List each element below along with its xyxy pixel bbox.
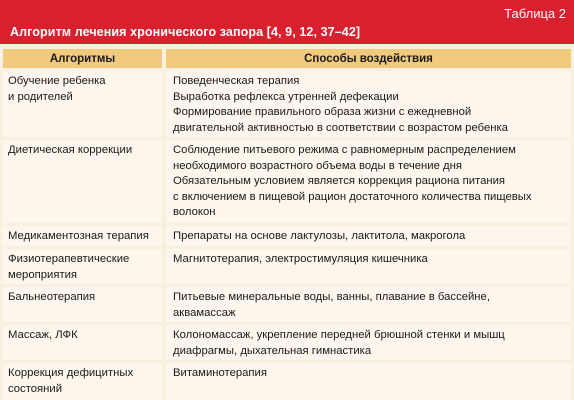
methods-cell bbox=[166, 325, 571, 360]
method-line: аквамассаж bbox=[173, 306, 236, 319]
table-row bbox=[0, 325, 574, 360]
column-header-algorithms: Алгоритмы bbox=[3, 49, 162, 68]
algorithm-line: и родителей bbox=[8, 90, 73, 103]
algorithm-cell bbox=[3, 287, 162, 322]
method-line: Колономассаж, укрепление передней брюшной стенки и мышц bbox=[173, 329, 505, 341]
algorithm-line: Коррекция дефицитных bbox=[8, 367, 134, 379]
method-line: Препараты на основе лактулозы, лактитола, макрогола bbox=[173, 230, 466, 242]
table-row bbox=[0, 363, 574, 400]
table-row bbox=[0, 71, 574, 137]
algorithm-line: мероприятия bbox=[8, 268, 78, 281]
algorithm-cell bbox=[3, 140, 162, 223]
methods-cell bbox=[166, 363, 571, 400]
algorithm-line: Диетическая коррекции bbox=[8, 144, 133, 156]
algorithm-line: Медикаментозная терапия bbox=[8, 230, 149, 242]
methods-cell bbox=[166, 140, 571, 223]
algorithm-cell bbox=[3, 226, 162, 246]
algorithm-cell bbox=[3, 325, 162, 360]
method-line: необходимого возрастного объема воды в течение дня bbox=[173, 159, 462, 172]
method-line: Формирование правильного образа жизни с ежедневной bbox=[173, 106, 472, 119]
table-number: Таблица 2 bbox=[504, 6, 566, 21]
algorithm-line: Физиотерапевтические bbox=[8, 253, 130, 265]
table-title: Алгоритм лечения хронического запора [4, 9, 12, 37–42] bbox=[10, 25, 361, 39]
table-row bbox=[0, 140, 574, 223]
algorithm-line: состояний bbox=[8, 382, 63, 395]
table-row bbox=[0, 287, 574, 322]
method-line: Поведенческая терапия bbox=[173, 75, 300, 87]
table-row bbox=[0, 249, 574, 284]
algorithm-line: Бальнеотерапия bbox=[8, 291, 96, 303]
method-line: диафрагмы, дыхательная гимнастика bbox=[173, 344, 372, 357]
methods-cell bbox=[166, 249, 571, 284]
table-header-bar bbox=[0, 0, 574, 44]
algorithm-line: Обучение ребенка bbox=[8, 75, 106, 87]
algorithm-cell bbox=[3, 249, 162, 284]
method-line: с включением в пищевой рацион достаточного количества пищевых bbox=[173, 190, 532, 203]
methods-cell bbox=[166, 226, 571, 246]
method-line: волокон bbox=[173, 206, 216, 219]
algorithm-cell bbox=[3, 363, 162, 400]
algorithm-line: Массаж, ЛФК bbox=[8, 329, 78, 341]
table-row bbox=[0, 226, 574, 246]
methods-cell bbox=[166, 287, 571, 322]
method-line: Соблюдение питьевого режима с равномерным распределением bbox=[173, 144, 516, 156]
method-line: Питьевые минеральные воды, ванны, плавание в бассейне, bbox=[173, 291, 490, 303]
methods-cell bbox=[166, 71, 571, 137]
column-header-methods: Способы воздействия bbox=[166, 49, 571, 68]
method-line: Витаминотерапия bbox=[173, 367, 267, 379]
algorithm-cell bbox=[3, 71, 162, 137]
method-line: Обязательным условием является коррекция рациона питания bbox=[173, 175, 506, 188]
method-line: Магнитотерапия, электростимуляция кишечника bbox=[173, 253, 428, 265]
method-line: двигательной активностью в соответствии с возрастом ребенка bbox=[173, 121, 508, 134]
method-line: Выработка рефлекса утренней дефекации bbox=[173, 90, 399, 103]
